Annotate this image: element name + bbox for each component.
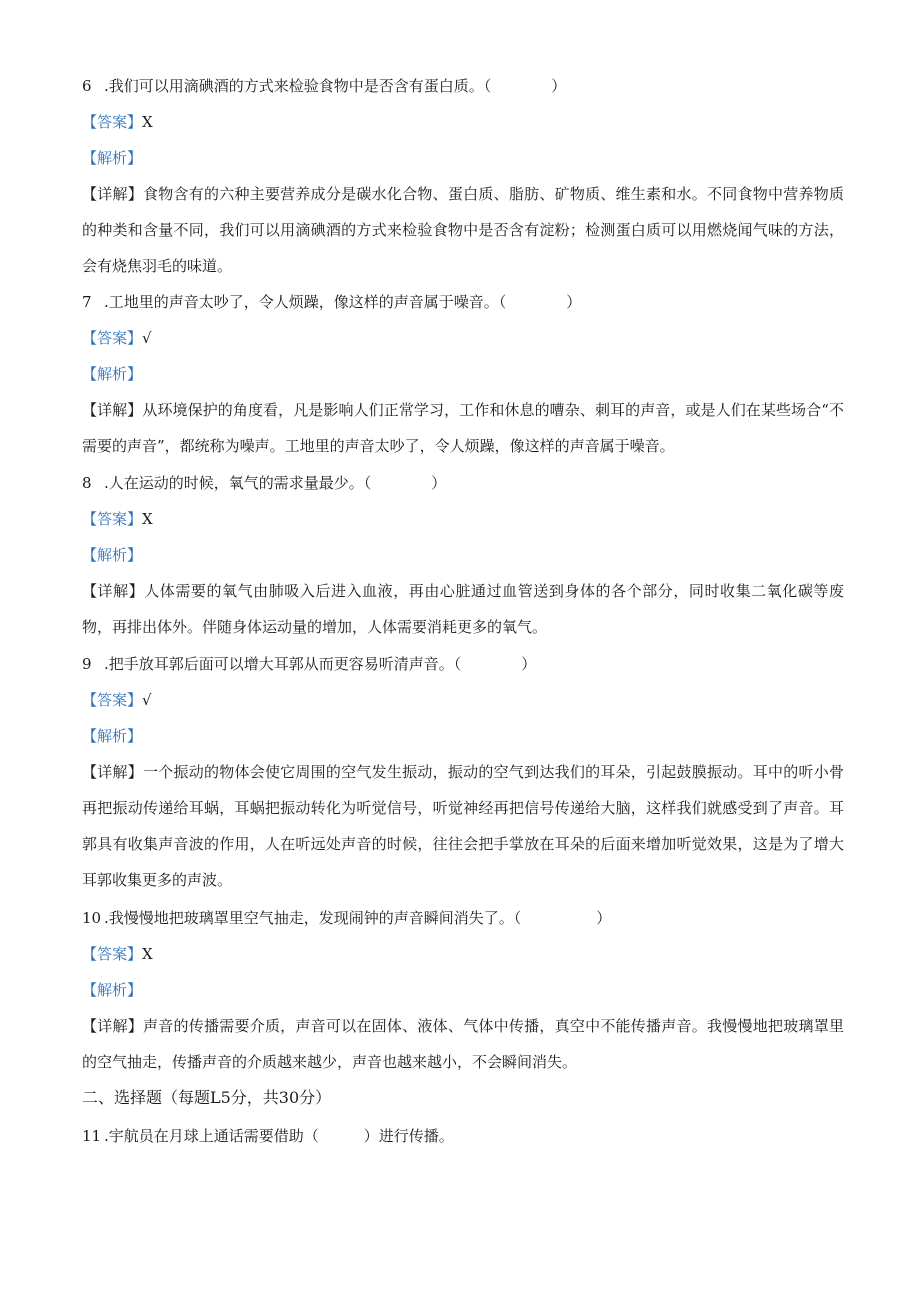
question-10 (82, 908, 842, 928)
detail-text: 人体需要的氧气由肺吸入后进入血液，再由心脏通过血管送到身体的各个部分，同时收集二氧化碳等废物，再排出体外。伴随身体运动量的增加，人体需要消耗更多的氧气。 (82, 582, 844, 636)
question-number: 8 (82, 474, 92, 492)
question-8 (82, 473, 842, 493)
analysis-6 (82, 148, 842, 168)
detail-label: 【详解】 (82, 185, 143, 203)
answer-value: √ (142, 691, 152, 709)
analysis-label: 【解析】 (82, 149, 143, 167)
question-6 (82, 76, 842, 96)
detail-text: 声音的传播需要介质，声音可以在固体、液体、气体中传播，真空中不能传播声音。我慢慢地把玻璃罩里的空气抽走，传播声音的介质越来越少，声音也越来越小，不会瞬间消失。 (82, 1017, 844, 1071)
answer-7 (82, 328, 842, 348)
question-11 (82, 1126, 842, 1146)
question-text: .宇航员在月球上通话需要借助（ ）进行传播。 (104, 1127, 454, 1145)
detail-text: 食物含有的六种主要营养成分是碳水化合物、蛋白质、脂肪、矿物质、维生素和水。不同食物中营养物质的种类和含量不同，我们可以用滴碘酒的方式来检验食物中是否含有淀粉；检测蛋白质可以用燃烧闻气味的方法，会有烧焦羽毛的味道。 (82, 185, 844, 275)
detail-label: 【详解】 (82, 401, 143, 419)
answer-label: 【答案】 (82, 691, 143, 709)
question-text: .人在运动的时候，氧气的需求量最少。（ ） (104, 474, 447, 492)
answer-label: 【答案】 (82, 329, 143, 347)
question-number: 7 (82, 293, 92, 311)
analysis-9 (82, 726, 842, 746)
answer-value: X (142, 510, 153, 528)
section-title: 二、选择题（每题L5分，共30分） (82, 1088, 332, 1107)
answer-8 (82, 509, 842, 529)
analysis-label: 【解析】 (82, 365, 143, 383)
question-number: 9 (82, 655, 92, 673)
question-number: 11 (82, 1127, 102, 1145)
answer-6 (82, 112, 842, 132)
question-text: .我慢慢地把玻璃罩里空气抽走，发现闹钟的声音瞬间消失了。（ ） (104, 909, 612, 927)
analysis-label: 【解析】 (82, 546, 143, 564)
analysis-label: 【解析】 (82, 727, 143, 745)
answer-value: X (142, 945, 153, 963)
detail-label: 【详解】 (82, 763, 143, 781)
answer-value: √ (142, 329, 152, 347)
detail-9 (82, 754, 844, 898)
analysis-label: 【解析】 (82, 981, 143, 999)
answer-label: 【答案】 (82, 113, 143, 131)
question-7 (82, 292, 842, 312)
analysis-7 (82, 364, 842, 384)
detail-text: 从环境保护的角度看，凡是影响人们正常学习，工作和休息的嘈杂、刺耳的声音，或是人们在某些场合“不需要的声音”，都统称为噪声。工地里的声音太吵了，令人烦躁，像这样的声音属于噪音。 (82, 401, 844, 455)
detail-label: 【详解】 (82, 1017, 143, 1035)
question-number: 6 (82, 77, 92, 95)
answer-9 (82, 690, 842, 710)
question-number: 10 (82, 909, 102, 927)
answer-label: 【答案】 (82, 945, 143, 963)
answer-value: X (142, 113, 153, 131)
answer-10 (82, 944, 842, 964)
question-9 (82, 654, 842, 674)
detail-7 (82, 392, 844, 464)
detail-10 (82, 1008, 844, 1080)
question-text: .我们可以用滴碘酒的方式来检验食物中是否含有蛋白质。（ ） (104, 77, 567, 95)
analysis-10 (82, 980, 842, 1000)
detail-text: 一个振动的物体会使它周围的空气发生振动，振动的空气到达我们的耳朵，引起鼓膜振动。耳中的听小骨再把振动传递给耳蜗，耳蜗把振动转化为听觉信号，听觉神经再把信号传递给大脑，这样我们就感受到了声音。耳郭具有收集声音波的作用，人在听远处声音的时候，往往会把手掌放在耳朵的后面来增加听觉效果，这是为了增大耳郭收集更多的声波。 (82, 763, 844, 889)
detail-6 (82, 176, 844, 284)
analysis-8 (82, 545, 842, 565)
answer-label: 【答案】 (82, 510, 143, 528)
question-text: .工地里的声音太吵了，令人烦躁，像这样的声音属于噪音。（ ） (104, 293, 582, 311)
question-text: .把手放耳郭后面可以增大耳郭从而更容易听清声音。（ ） (104, 655, 537, 673)
detail-label: 【详解】 (82, 582, 145, 600)
detail-8 (82, 573, 844, 645)
